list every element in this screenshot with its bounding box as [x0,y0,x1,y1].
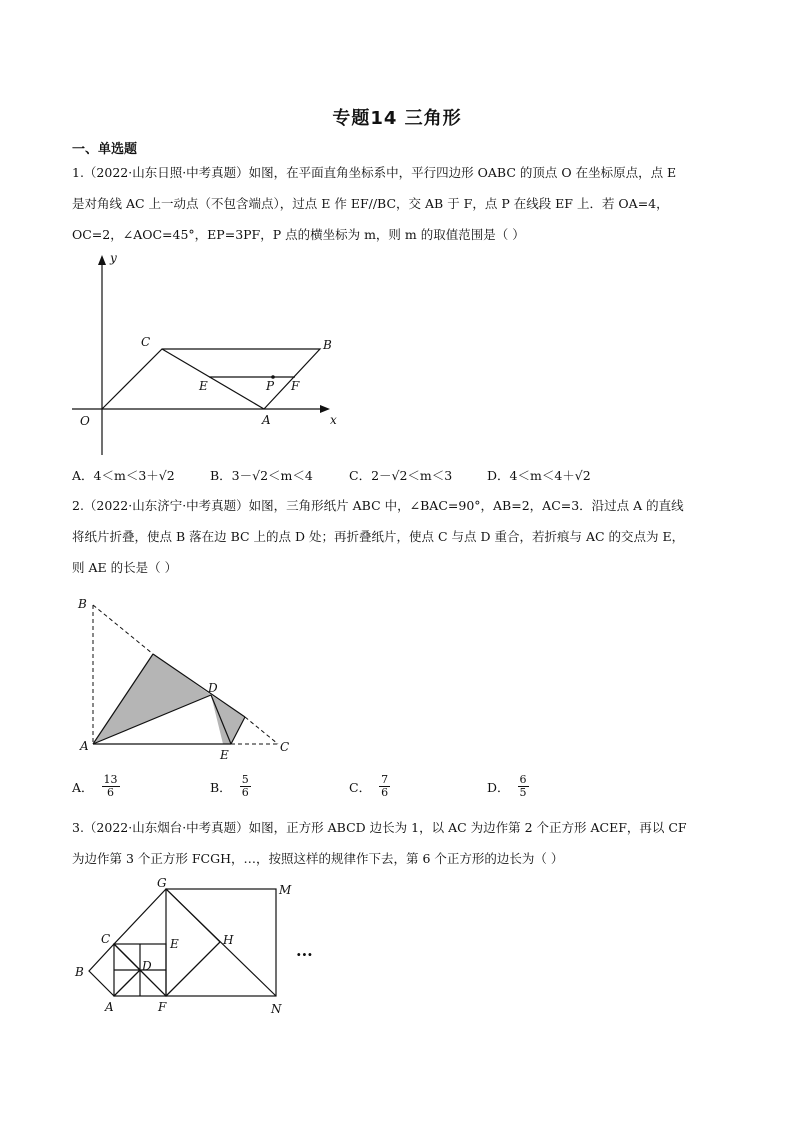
q3-label-M: M [279,883,292,897]
q1-text-line-3: OC=2，∠AOC=45°，EP=3PF，P 点的横坐标为 m，则 m 的取值范围是（ ） [72,227,525,242]
q3-text-line-2: 为边作第 3 个正方形 FCGH，…，按照这样的规律作下去，第 6 个正方形的边长为（ ） [72,851,564,866]
q3-label-F: F [158,1000,167,1014]
q1-label-x: x [330,413,337,427]
q3-label-C: C [101,932,111,946]
q2-option-a-fraction: $\frac{13}{6}$ [103,773,118,799]
q1-option-c[interactable]: C．2－√2＜m＜3 [349,468,453,483]
q3-label-D: D [142,959,152,973]
q3-label-E: E [170,937,179,951]
q1-label-y: y [110,251,117,265]
section-heading: 一、单选题 [72,142,138,157]
q2-option-b[interactable]: B． $\frac{5}{6}$ [210,773,249,799]
q2-text-line-1: 2.（2022·山东济宁·中考真题）如图，三角形纸片 ABC 中，∠BAC=90°，AB=2，AC=3．沿过点 A 的直线 [72,498,684,513]
q2-label-C: C [280,740,290,754]
q2-option-c-fraction: $\frac{7}{6}$ [381,773,389,799]
q1-label-A: A [262,413,271,427]
page-title: 专题14 三角形 [332,108,462,129]
q1-label-O: O [80,414,90,428]
q1-label-C: C [141,335,151,349]
q2-option-a[interactable]: A． $\frac{13}{6}$ [72,773,118,799]
q2-label-E: E [220,748,229,762]
q1-option-a[interactable]: A．4＜m＜3＋√2 [72,468,175,483]
q2-label-A: A [80,739,89,753]
q1-option-d[interactable]: D．4＜m＜4＋√2 [487,468,591,483]
q2-option-d-fraction: $\frac{6}{5}$ [519,773,527,799]
q2-label-D: D [208,681,218,695]
q3-label-H: H [223,933,234,947]
q3-text-line-1: 3.（2022·山东烟台·中考真题）如图，正方形 ABCD 边长为 1，以 AC 为边作第 2 个正方形 ACEF，再以 CF [72,820,687,835]
q3-label-B: B [75,965,84,979]
q1-text-line-2: 是对角线 AC 上一动点（不包含端点），过点 E 作 EF//BC，交 AB 于 F，点 P 在线段 EF 上．若 OA=4， [72,196,669,211]
q2-option-c[interactable]: C． $\frac{7}{6}$ [349,773,389,799]
q2-text-line-3: 则 AE 的长是（ ） [72,560,178,575]
q1-label-B: B [323,338,332,352]
q2-label-B: B [78,597,87,611]
q2-text-line-2: 将纸片折叠，使点 B 落在边 BC 上的点 D 处；再折叠纸片，使点 C 与点 D 重合，若折痕与 AC 的交点为 E， [72,529,685,544]
q3-continuation-dots: ··· [296,945,313,964]
q3-label-N: N [271,1002,282,1016]
q2-option-d[interactable]: D． $\frac{6}{5}$ [487,773,527,799]
q3-label-A: A [105,1000,114,1014]
q2-option-b-fraction: $\frac{5}{6}$ [241,773,249,799]
q1-text-line-1: 1.（2022·山东日照·中考真题）如图，在平面直角坐标系中，平行四边形 OABC 的顶点 O 在坐标原点，点 E [72,165,677,180]
q1-option-b[interactable]: B．3－√2＜m＜4 [210,468,313,483]
q3-label-G: G [157,876,167,890]
q1-label-F: F [291,379,300,393]
q1-label-E: E [199,379,208,393]
q1-label-P: P [266,379,275,393]
